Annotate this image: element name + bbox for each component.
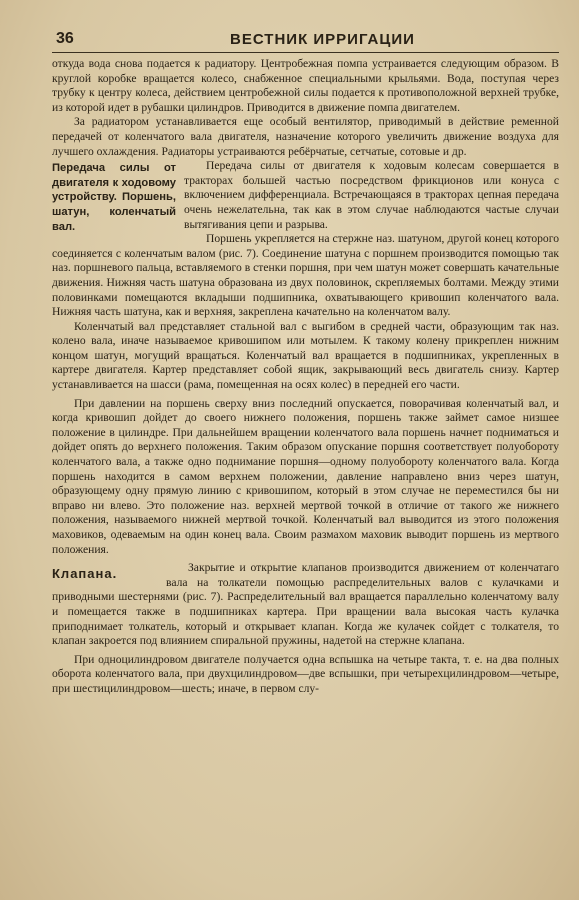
page-header [52, 26, 559, 53]
paragraph-fan: За радиатором устанавливается еще особый вентилятор, приводимый в действие ременной передачей от коленчатого вала двигателя, назначение которого увеличить движение воздуха для лучшего охлаждения. Радиаторы устраиваются ребёрчатые, сетчатые, сотовые и др. [52, 115, 559, 158]
paragraph-crankshaft: Коленчатый вал представляет стальной вал с выгибом в средней части, образующим так наз. колено вала, иначе называемое кривошипом или мотылем. К такому колену прикреплен нижним концом шатун, могущий вращаться. Коленчатый вал вращается в подшипниках, укрепленных в картере двигателя. Картер представляет собой ящик, закрывающий весь двигатель снизу. Картер устанавливается на шасси (рама, помещенная на осях колес) в передней его части. [52, 319, 559, 392]
running-title: ВЕСТНИК ИРРИГАЦИИ [230, 31, 415, 48]
paragraph-dead-center: При давлении на поршень сверху вниз последний опускается, поворачивая коленчатый вал, и когда кривошип дойдет до своего нижнего положения, поршень также займет самое низшее положение в цилиндре. При дальнейшем вращении коленчатого вала поршень начнет подниматься и дойдет опять до верхнего положения. Таким образом опускание поршня соответствует полуобороту коленчатого вала, а также одно поднимание поршня—одному полуобороту коленчатого вала. Когда поршень находится в самом верхнем положении, давление направлено вниз через шатун, образующему одну прямую линию с кривошипом, который в этом случае не переместился бы ни вправо ни влево. Это положение наз. верхней мертвой точкой в отличие от такого же нижнего положения, называемого нижней мертвой точкой. Коленчатый вал выводится из этого положения маховиков, одеваемым на один конец вала. Своим размахом маховик выводит поршень из мертвого положения. [52, 396, 559, 556]
paragraph-valves: Закрытие и открытие клапанов производится движением от коленчатаго вала на толкатели помощью распределительных валов с кулачками и приводными шестернями (рис. 7). Распределительный вал вращается параллельно коленчатому валу и помещается также в подшипниках картера. При вращении вала высокая часть кулачка приподнимает толкатель, который и открывает клапан. Когда же кулачек сойдет с толкателя, то клапан закроется под влиянием спиральной пружины, надетой на стержне клапана. [52, 561, 559, 648]
side-heading-power-transmission: Передача силы от двигателя к ходовому устройству. Поршень, шатун, коленчатый вал. [52, 162, 176, 233]
paragraph-pump: откуда вода снова подается к радиатору. Центробежная помпа устраивается следующим образом. В круглой коробке вращается колесо, снабженное специальными крыльями. Вода, поступая через трубку к центру колеса, действием центробежной силы подается к противоположной верхней трубке, из которой идет в рубашки цилиндров. Приводится в движение помпа двигателем. [52, 57, 559, 114]
side-heading-valves: Клапана. [52, 566, 118, 582]
paragraph-cylinders: При одноцилиндровом двигателе получается одна вспышка на четыре такта, т. е. на два полных оборота коленчатого вала, при двухцилиндровом—две вспышки, при четырехцилиндровом—четыре, при шестицилиндровом—шесть; иначе, в первом слу- [52, 652, 559, 695]
paragraph-piston: Поршень укрепляется на стержне наз. шатуном, другой конец которого соединяется с коленчатым валом (рис. 7). Соединение шатуна с поршнем производится помощью так наз. поршневого пальца, вставляемого в стенки поршня, при чем шатун может совершать качательные движения. Нижняя часть шатуна образована из двух половинок, скрепляемых болтами. Между этими половинками помещаются вкладыши подшипника, охватывающего кривошип коленчатого вала. Нижняя часть шатуна, как и верхняя, закреплена качательно на коленчатом валу. [52, 232, 559, 319]
article-body [52, 57, 559, 697]
paragraph-transmission: Передача силы от двигателя к ходовым колесам совершается в тракторах большей частью посредством фрикционов или конуса с включением дифференциала. Встречающаяся в тракторах цепная передача очень нежелательна, так как в этом случае наблюдаются частые случаи вытягивания цепи и разрыва. [184, 159, 559, 231]
page-number: 36 [56, 30, 74, 47]
